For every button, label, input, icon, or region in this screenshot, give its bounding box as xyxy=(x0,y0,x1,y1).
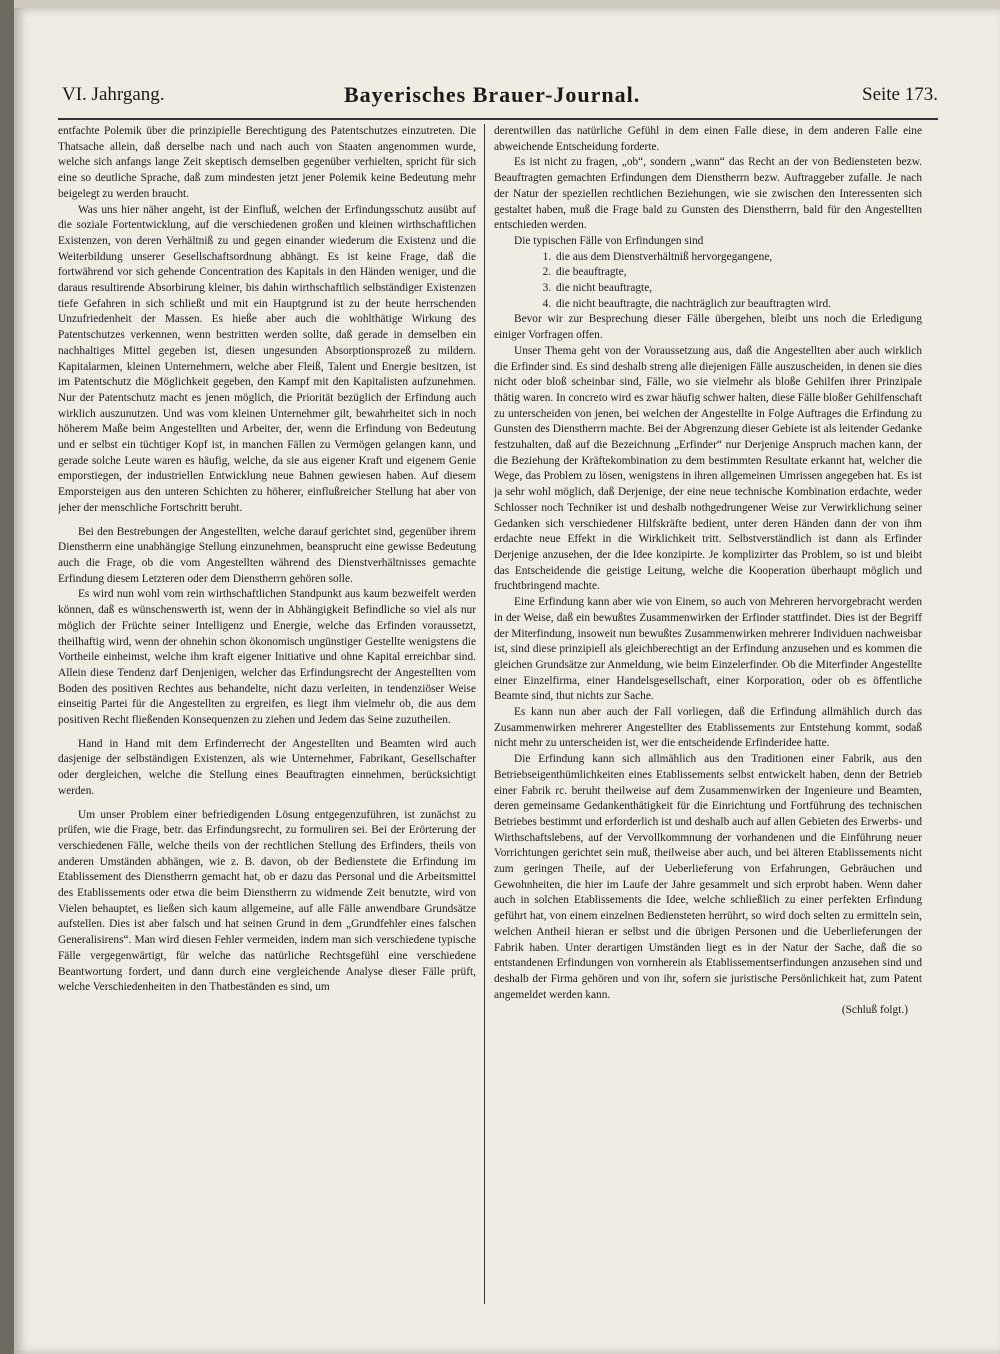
list-item: 3. die nicht beauftragte, xyxy=(554,281,922,297)
paragraph: Was uns hier näher angeht, ist der Einfluß, welchen der Erfindungsschutz ausübt auf die soziale Fortentwicklung, auf die verschiedenen großen und kleinen wirthschaftlichen Existenzen, von deren Verhältniß zu und gegen einander wiederum die Existenz und die Weiterbildung unserer Gesellschaftsordnung abhängt. Es ist keine Frage, daß die fortwährend vor sich gehende Concentration des Kapitals in den Händen weniger, und die daraus resultirende Absorbirung kleiner, bis dahin wirthschaftlich selbständiger Existenzen tiefe Gefahren in sich schließt und mit ein Hauptgrund ist zu der heute herrschenden Unzufriedenheit der Massen. Es hieße aber auch die wohlthätige Wirkung des Patentschutzes verkennen, wenn bestritten werden sollte, daß gerade in demselben ein nachhaltiges Mittel gegeben ist, diesen ungesunden Absorptionsprozeß zu mildern. Kapitalarmen, kleinen Unternehmern, welche aber Fleiß, Talent und Energie besitzen, ist im Patentschutz die Möglichkeit gegeben, den Kampf mit den Kapitalisten aufzunehmen. Nur der Patentschutz macht es jenen möglich, die Priorität bezüglich der Erfindung auch wirklich auszunutzen. Und was vom kleinen Unternehmer gilt, bewahrheitet sich in noch höherem Maße beim Angestellten und Arbeiter, der, wenn die Erfindung von Bedeutung und er selbst ein tüchtiger Kopf ist, in manchen Fällen zu Vermögen gelangen kann, und gerade solche Leute waren es häufig, welche, da sie aus eigener Kraft und eigenem Genie emporstiegen, der industriellen Entwicklung neue Bahnen gewiesen haben. Auf diesem Emporsteigen aus den unteren Schichten zu höherer, einflußreicher Stellung hat aber von jeher der menschliche Fortschritt beruht. xyxy=(58,203,476,514)
column-divider xyxy=(484,124,485,1304)
journal-title: Bayerisches Brauer-Journal. xyxy=(344,82,641,107)
paragraph: derentwillen das natürliche Gefühl in dem einen Falle diese, in dem anderen Falle eine abweichende Entscheidung forderte. xyxy=(494,125,922,153)
page-header xyxy=(44,82,938,114)
binding-spine xyxy=(0,0,14,1354)
list-item: 1. die aus dem Dienstverhältniß hervorgegangene, xyxy=(554,250,922,266)
paragraph: Es wird nun wohl vom rein wirthschaftlichen Standpunkt aus kaum bezweifelt werden können, daß es wünschenswerth ist, wenn der in Abhängigkeit Befindliche so viel als nur möglich der Früchte seiner Intelligenz und Energie, welche das Erfinden voraussetzt, theilhaftig wird, wenn der ohnehin schon ökonomisch ungünstiger Gestellte wenigstens die Vortheile einheimst, welche ihm kraft eigener Initiative und ohne Kapital erreichbar sind. Allein diese Tendenz darf Denjenigen, welcher das Erfindungsrecht der Angestellten vom Boden des positiven Rechtes aus behandelte, nicht dazu verleiten, in tendenziöser Weise einseitig Partei für die Angestellten zu ergreifen, es liegt ihm vielmehr ob, die aus dem positiven Recht fließenden Konsequenzen zu ziehen und Jedem das Seine zuzutheilen. xyxy=(58,588,476,727)
paragraph: Bevor wir zur Besprechung dieser Fälle übergehen, bleibt uns noch die Erledigung einiger Vorfragen offen. xyxy=(494,313,922,342)
paragraph: Es ist nicht zu fragen, „ob“, sondern „wann“ das Recht an der von Bediensteten bezw. Beauftragten gemachten Erfindungen dem Dienstherrn bezw. Auftraggeber zufalle. Je nach der Natur der speziellen rechtlichen Beziehungen, wie sie zwischen den Interessenten sich gestaltet haben, muß die Frage bald zu Gunsten des Dienstherrn, bald für den Angestellten entschieden werden. xyxy=(494,156,922,232)
paragraph: Unser Thema geht von der Voraussetzung aus, daß die Angestellten aber auch wirklich die Erfinder sind. Es sind deshalb streng alle diejenigen Fälle auszuscheiden, in denen sie dies nicht oder bloß scheinbar sind, Fälle, wo sie vielmehr als bloße Gehilfen ihrer Prinzipale thätig waren. In concreto wird es zwar häufig schwer halten, diese Fälle bloßer Gehilfenschaft zu unterscheiden von jenen, bei welchen der Angestellte in Folge Auftrages die Erfindung zu Gunsten des Dienstherrn machte. Bei der Abgrenzung dieser Gebiete ist als leitender Gedanke festzuhalten, daß auf die Bezeichnung „Erfinder“ nur Derjenige Anspruch machen kann, der die Beziehung der Kräftekombination zu dem bestimmten Resultate erkannt hat, welcher die Wege, das Problem zu lösen, wenigstens in ihren allgemeinen Umrissen angegeben hat. Es ist ja sehr wohl möglich, daß Derjenige, der eine neue technische Kombination erdachte, weder Schlosser noch Techniker ist und deshalb nothgedrungener Weise zur Verwirklichung seiner Gedanken sich verschiedener Hilfskräfte bedient, unter deren Händen dann der von ihm erdachte neue Effekt in die Wirklichkeit tritt. Selbstverständlich ist dann als Erfinder Derjenige anzusehen, der die Idee konzipirte. Je komplizirter das Problem, so ist und bleibt das Entscheidende die geistige Leitung, welche die Kooperation überhaupt möglich und fruchtbringend machte. xyxy=(494,344,922,593)
volume-label: VI. Jahrgang. xyxy=(62,84,165,105)
left-column xyxy=(58,124,476,1304)
paragraph: Eine Erfindung kann aber wie von Einem, so auch von Mehreren hervorgebracht werden in der Weise, daß ein bewußtes Zusammenwirken der Erfinder stattfindet. Dies ist der Begriff der Miterfindung, insoweit nun bewußtes Zusammenwirken mehrerer Individuen nachweisbar ist, sind diese prinzipiell als gleichberechtigt an der Erfindung anzusehen und es kommen die gleichen Grundsätze zur Anmeldung, wie beim Einzelerfinder. Ob die Miterfinder Angestellte einer Einzelfirma, einer Handelsgesellschaft, einer Korporation, oder ob es öffentliche Beamte sind, thut nichts zur Sache. xyxy=(494,596,922,703)
right-column xyxy=(494,124,922,1304)
paragraph: Bei den Bestrebungen der Angestellten, welche darauf gerichtet sind, gegenüber ihrem Dienstherrn eine unabhängige Stellung einzunehmen, beansprucht eine gewisse Bedeutung auch die Frage, ob die vom Angestellten während des Dienstverhältnisses gemachte Erfindung diesem Letzteren oder dem Dienstherrn gehören solle. xyxy=(58,525,476,585)
page-number: Seite 173. xyxy=(862,84,938,105)
paragraph: entfachte Polemik über die prinzipielle Berechtigung des Patentschutzes einzutreten. Die Thatsache allein, daß derselbe nach und nach auch von Staaten angenommen wurde, welche sich anfangs lange Zeit skeptisch demselben gegenüber verhielten, spricht für sich eine so deutliche Sprache, daß zum mindesten jetzt jener Polemik keine Bedeutung mehr beigelegt zu werden braucht. xyxy=(58,125,476,200)
list-item: 2. die beauftragte, xyxy=(554,265,922,281)
paragraph: Es kann nun aber auch der Fall vorliegen, daß die Erfindung allmählich durch das Zusammenwirken mehrerer Angestellter des Etablissements zur Entstehung kommt, sodaß nicht mehr zu unterscheiden ist, wer die entscheidende Erfinderidee hatte. xyxy=(494,706,922,750)
paragraph: Um unser Problem einer befriedigenden Lösung entgegenzuführen, ist zunächst zu prüfen, wie die Frage, betr. das Erfindungsrecht, zu formuliren sei. Bei der Erörterung der verschiedenen Fälle, welche theils von der rechtlichen Stellung des Erfinders, theils von anderen Umständen abhängen, wie z. B. davon, ob der Bedienstete die Erfindung im Etablissement des Dienstherrn gemacht hat, ob er dazu das Personal und die Arbeitsmittel des Etablissements oder etwa die beim Dienstherrn zu widmende Zeit benutzte, wird von Vielen behauptet, es ließen sich kaum allgemeine, auf alle Fälle anwendbare Grundsätze aufstellen. Dies ist aber falsch und hat seinen Grund in dem „Grundfehler eines falschen Generalisirens“. Man wird diesen Fehler vermeiden, indem man sich verschiedene typische Fälle vergegenwärtigt, für welche das natürliche Rechtsgefühl eine verschiedene Beantwortung fordert, und dann durch eine vergleichende Analyse dieser Fälle prüft, welche Verschiedenheiten in den Thatbeständen es sind, um xyxy=(58,808,476,994)
list-item: 4. die nicht beauftragte, die nachträglich zur beauftragten wird. xyxy=(554,297,922,313)
paragraph: Hand in Hand mit dem Erfinderrecht der Angestellten und Beamten wird auch dasjenige der selbständigen Existenzen, als wie Unternehmer, Fabrikant, Gesellschafter oder dergleichen, welche die Stellung eines Beauftragten einnehmen, berücksichtigt werden. xyxy=(58,737,476,797)
paragraph: Die Erfindung kann sich allmählich aus den Traditionen einer Fabrik, aus den Betriebseigenthümlichkeiten eines Etablissements selbst entwickelt haben, denn der Betrieb einer Fabrik rc. beruht theilweise auf dem Zusammenwirken der Ingenieure und Beamten, deren gemeinsame Gedankenthätigkeit für die Einrichtung und Fortführung des technischen Betriebes bestimmt und erforderlich ist und deshalb auch auf allen Gebieten des Erwerbs- und Wirthschaftslebens, auf der Vervollkommnung der vorhandenen und die Einführung neuer Vorrichtungen gerichtet sein muß, theilweise aber auch, und bei älteren Etablissements nicht zum geringen Theile, auf der Ueberlieferung von Erfahrungen, Gebräuchen und Gewohnheiten, die hier im Laufe der Jahre gesammelt und sich erprobt haben. Wenn daher auch in solchen Etablissements die Idee, welche schließlich zu einer perfekten Erfindung geführt hat, von einem einzelnen Bediensteten herrührt, so wird doch selten zu ermitteln sein, welchen Antheil hieran er selbst und die übrigen Personen und die Ueberlieferungen der Fabrik haben. Unter derartigen Umständen liegt es in der Natur der Sache, daß die so entstandenen Erfindungen von vornherein als Etablissementserfindungen anzusehen sind und deshalb der Firma gehören und von ihr, sofern sie juristische Persönlichkeit hat, zum Patent angemeldet werden kann. xyxy=(494,753,922,1001)
continuation-note: (Schluß folgt.) xyxy=(841,1004,908,1017)
list-intro: Die typischen Fälle von Erfindungen sind xyxy=(514,234,704,247)
case-list xyxy=(494,250,922,313)
header-rule xyxy=(58,118,938,120)
